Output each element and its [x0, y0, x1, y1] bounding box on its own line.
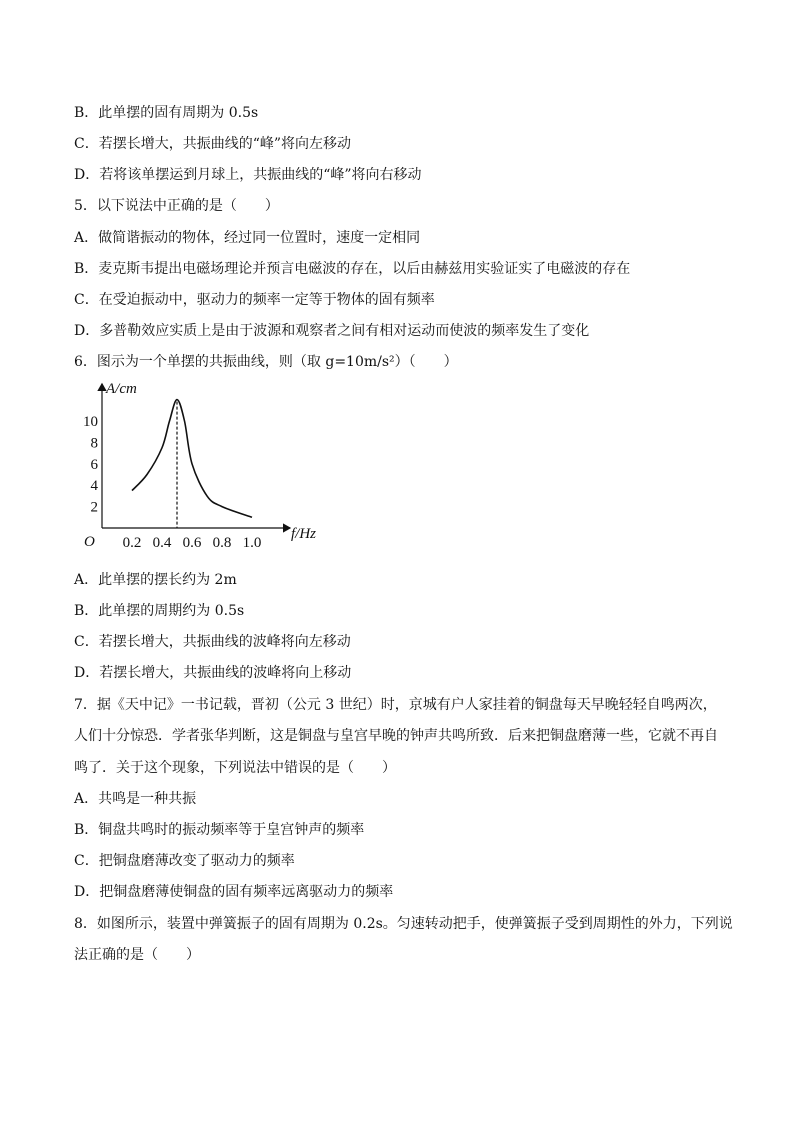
y-axis-label: A/cm: [106, 381, 137, 397]
option-5a: A．做简谐振动的物体，经过同一位置时，速度一定相同: [74, 230, 421, 246]
option-6b: B．此单摆的周期约为 0.5s: [74, 603, 245, 619]
resonance-curve-svg: [76, 378, 346, 558]
question-7-stem-line3: 鸣了．关于这个现象，下列说法中错误的是（ ）: [74, 760, 396, 776]
question-7-stem-line1: 7．据《天中记》一书记载，晋初（公元 3 世纪）时，京城有户人家挂着的铜盘每天早晚轻轻自鸣两次，: [74, 697, 717, 713]
option-7b: B．铜盘共鸣时的振动频率等于皇宫钟声的频率: [74, 822, 365, 838]
y-tick-label: 4: [90, 478, 98, 495]
option-4d: D．若将该单摆运到月球上，共振曲线的“峰”将向右移动: [74, 167, 422, 183]
option-6a: A．此单摆的摆长约为 2m: [74, 572, 237, 588]
x-tick-label: 0.8: [212, 535, 232, 551]
option-4b: B．此单摆的固有周期为 0.5s: [74, 105, 259, 121]
option-5b: B．麦克斯韦提出电磁场理论并预言电磁波的存在，以后由赫兹用实验证实了电磁波的存在: [74, 261, 631, 277]
y-tick-label: 6: [90, 456, 98, 473]
question-7-stem-line2: 人们十分惊恐．学者张华判断，这是铜盘与皇宫早晚的钟声共鸣所致．后来把铜盘磨薄一些，它就不再自: [74, 728, 718, 744]
question-8-stem-line2: 法正确的是（ ）: [74, 947, 200, 963]
option-7d: D．把铜盘磨薄使铜盘的固有频率远离驱动力的频率: [74, 884, 394, 900]
option-5c: C．在受迫振动中，驱动力的频率一定等于物体的固有频率: [74, 292, 435, 308]
resonance-curve: [132, 400, 252, 518]
x-tick-label: 0.6: [182, 535, 202, 551]
x-axis-label: f/Hz: [291, 526, 317, 542]
axis-ticks: [83, 414, 261, 551]
option-7a: A．共鸣是一种共振: [74, 791, 197, 807]
option-6c: C．若摆长增大，共振曲线的波峰将向左移动: [74, 634, 351, 650]
x-tick-label: 0.4: [152, 535, 172, 551]
question-5-stem: 5．以下说法中正确的是（ ）: [74, 198, 279, 214]
x-tick-label: 0.2: [122, 535, 142, 551]
y-tick-label: 8: [90, 435, 98, 452]
x-tick-label: 1.0: [242, 535, 262, 551]
y-tick-label: 10: [83, 414, 98, 430]
option-7c: C．把铜盘磨薄改变了驱动力的频率: [74, 853, 295, 869]
question-8-stem-line1: 8．如图所示，装置中弹簧振子的固有周期为 0.2s。匀速转动把手，使弹簧振子受到周期性的外力，下列说: [74, 916, 733, 932]
option-4c: C．若摆长增大，共振曲线的“峰”将向左移动: [74, 136, 352, 152]
origin-label: O: [84, 534, 95, 550]
question-6-stem: 6．图示为一个单摆的共振曲线，则（取 g=10m/s²）（ ）: [74, 354, 458, 370]
option-6d: D．若摆长增大，共振曲线的波峰将向上移动: [74, 665, 352, 681]
option-5d: D．多普勒效应实质上是由于波源和观察者之间有相对运动而使波的频率发生了变化: [74, 323, 590, 339]
y-tick-label: 2: [90, 499, 98, 516]
resonance-curve-figure: [76, 378, 346, 558]
